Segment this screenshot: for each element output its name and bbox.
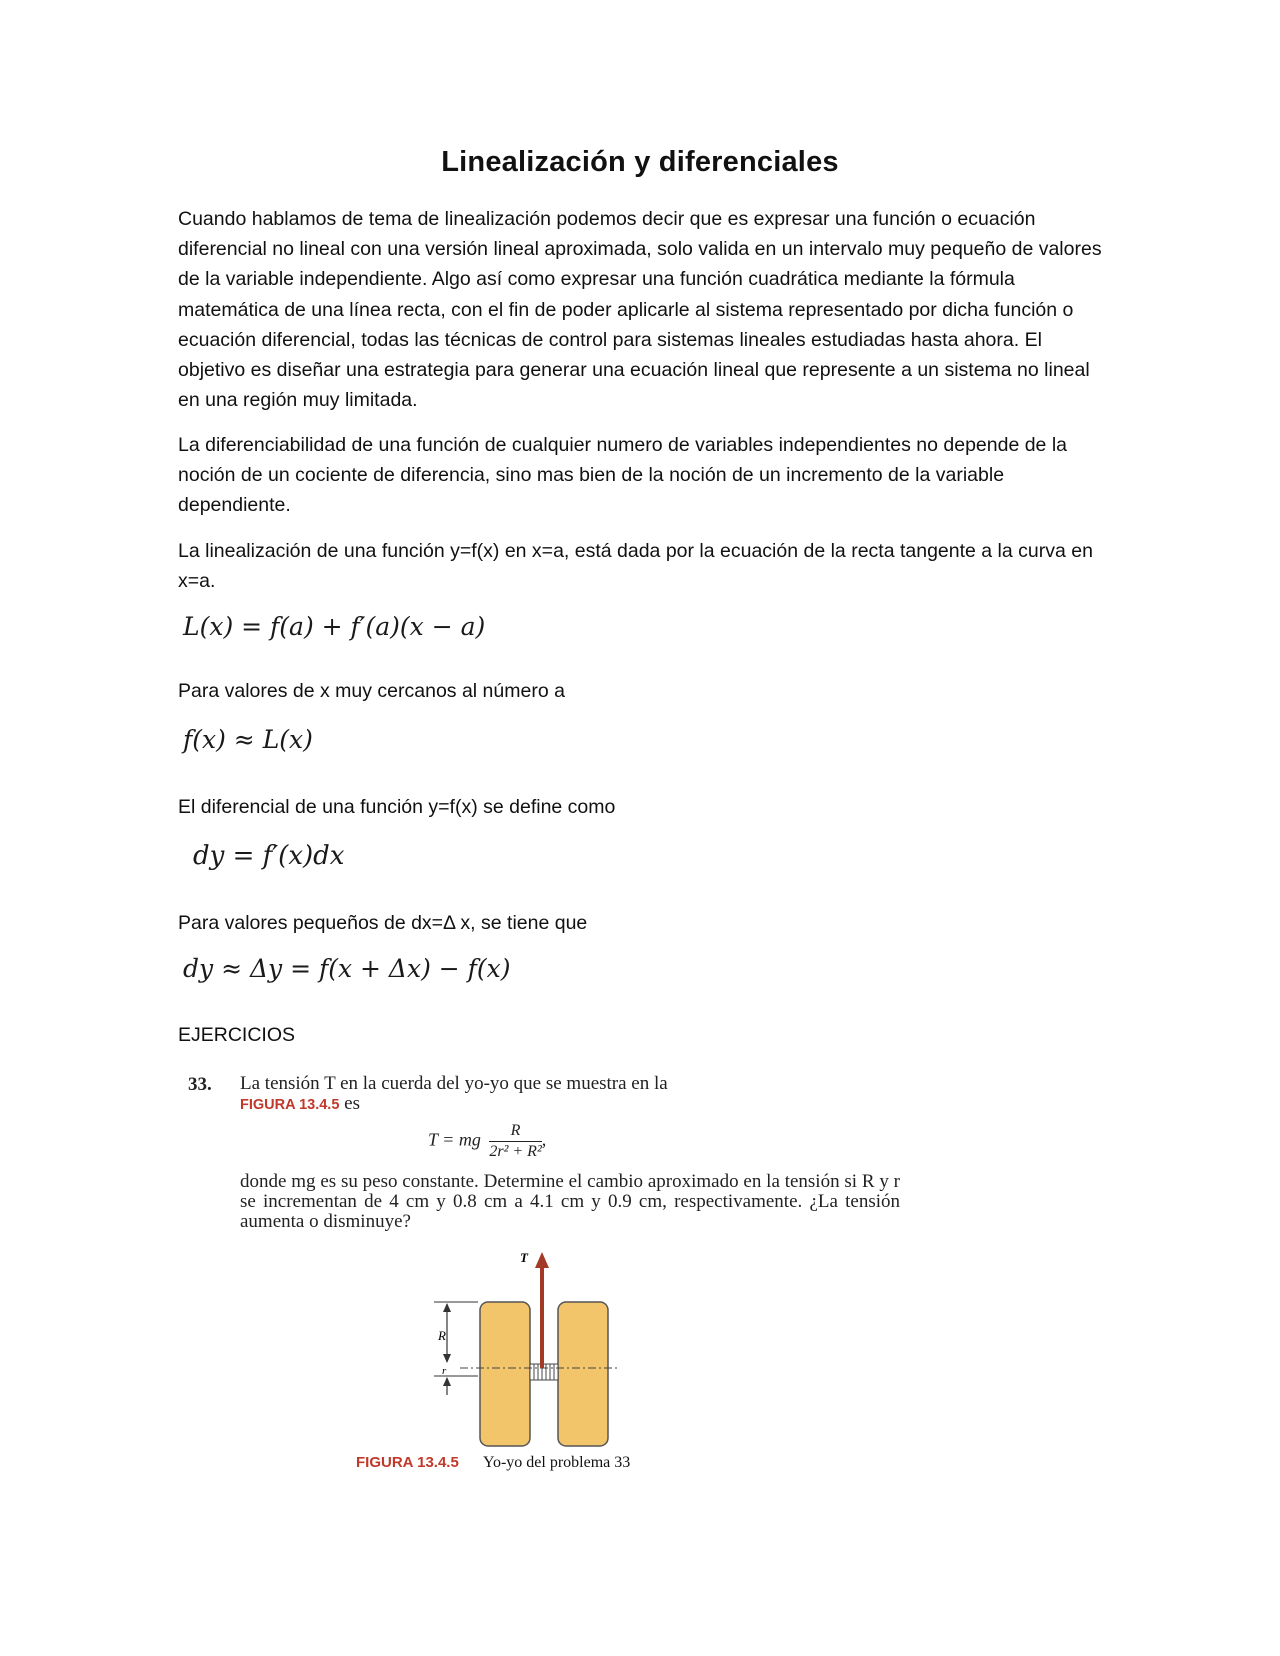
label-T: T [520,1250,528,1265]
formula-differential: dy = f′(x)dx [193,841,345,871]
exercise-intro-end: es [339,1093,360,1114]
formula-increment: dy ≈ Δy = f(x + Δx) − f(x) [183,954,511,983]
paragraph-differentiability: La diferenciabilidad de una función de cualquier numero de variables independientes no depende de la noción de un cociente de diferencia, sino mas bien de la noción de un incremento de la variable dependiente. [178,434,1067,517]
exercise-formula-denominator: 2r² + R² [489,1143,542,1160]
tension-arrowhead [535,1252,549,1268]
exercise-formula-fraction [489,1122,541,1161]
yoyo-right-disk [558,1302,608,1446]
exercise-formula-lhs: T = mg [428,1129,481,1150]
exercises-heading: EJERCICIOS [178,1024,296,1046]
page-title: Linealización y diferenciales [441,146,839,178]
exercise-formula-comma: , [541,1129,547,1150]
exercise-number: 33. [188,1074,212,1095]
formula-approximation: f(x) ≈ L(x) [183,725,313,754]
figure-caption-text: Yo-yo del problema 33 [482,1454,631,1471]
exercise-formula [428,1122,546,1161]
label-R: R [438,1328,446,1343]
yoyo-left-disk [480,1302,530,1446]
exercise-figure-ref: FIGURA 13.4.5 [240,1097,340,1113]
yoyo-figure [420,1250,640,1450]
paragraph-linearization-definition: La linealización de una función y=f(x) en x=a, está dada por la ecuación de la recta tangente a la curva en x=a. [178,540,1093,593]
paragraph-linearization: Cuando hablamos de tema de linealización podemos decir que es expresar una función o ecuación diferencial no lineal con una versión lineal aproximada, solo valida en un intervalo muy pequeño de valores de la variable independiente. Algo así como expresar una función cuadrática mediante la fórmula matemática de una línea recta, con el fin de poder aplicarle al sistema representado por dicha función o ecuación diferencial, todas las técnicas de control para sistemas lineales estudiadas hasta ahora. El objetivo es diseñar una estrategia para generar una ecuación lineal que represente a un sistema no lineal en una región muy limitada. [178,208,1102,412]
exercise-formula-numerator: R [489,1122,541,1142]
text-differential-def: El diferencial de una función y=f(x) se define como [178,796,616,818]
figure-caption-label: FIGURA 13.4.5 [356,1454,459,1471]
exercise-body: donde mg es su peso constante. Determine el cambio aproximado en la tensión si R y r se incrementan de 4 cm y 0.8 cm a 4.1 cm y 0.9 cm, respectivamente. ¿La tensión aumenta o disminuye? [240,1171,900,1232]
formula-linearization: L(x) = f(a) + f′(a)(x − a) [183,612,486,641]
exercise-intro-text: La tensión T en la cuerda del yo-yo que se muestra en la [240,1073,668,1094]
text-near-a: Para valores de x muy cercanos al número a [178,680,565,702]
text-small-dx: Para valores pequeños de dx=Δ x, se tiene que [178,912,588,934]
figure-caption [356,1454,630,1472]
exercise-intro [240,1074,900,1115]
label-r: r [442,1365,447,1377]
